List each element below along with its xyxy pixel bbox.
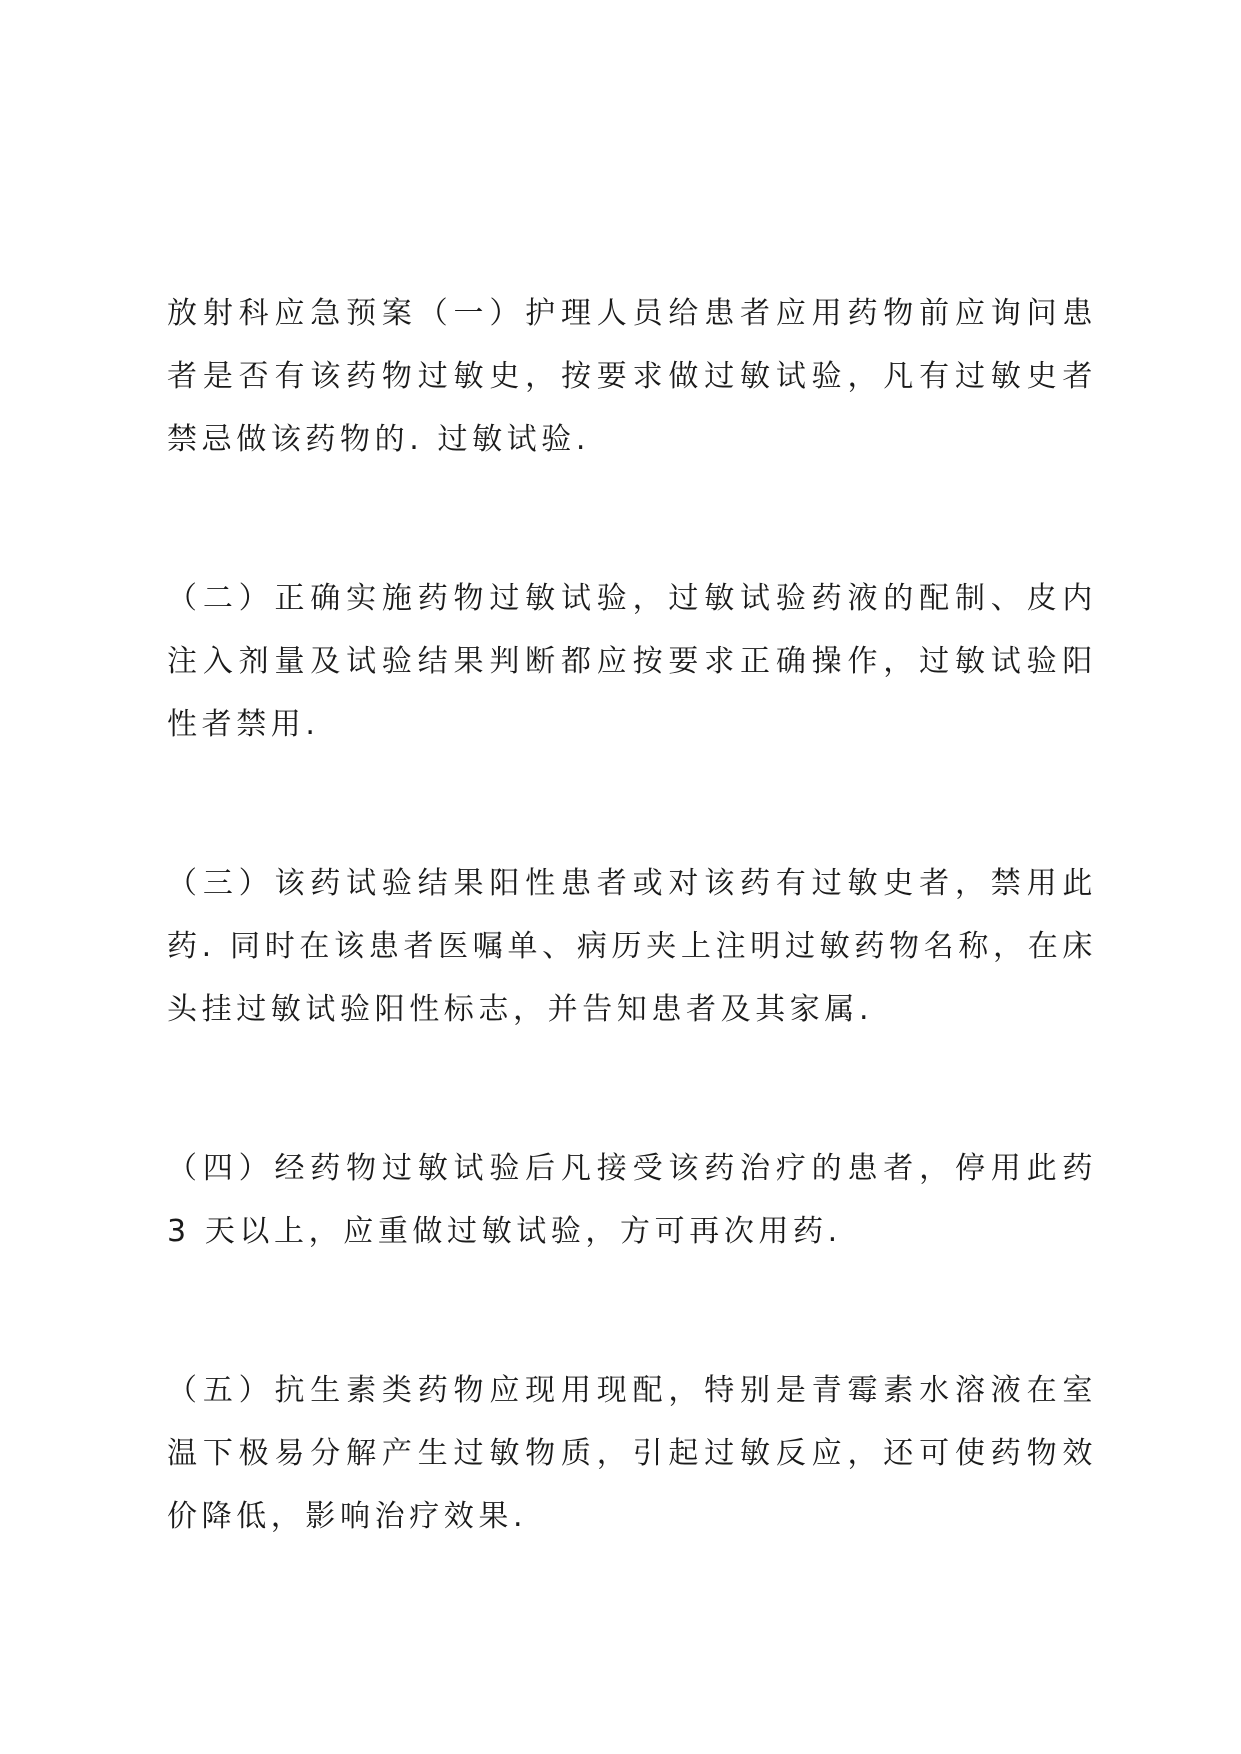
paragraph-5: （五）抗生素类药物应现用现配，特别是青霉素水溶液在室温下极易分解产生过敏物质，引起过敏反应，还可使药物效价降低，影响治疗效果.: [167, 1373, 1097, 1534]
paragraph-3: （三）该药试验结果阳性患者或对该药有过敏史者，禁用此药. 同时在该患者医嘱单、病历夹上注明过敏药物名称，在床头挂过敏试验阳性标志，并告知患者及其家属.: [167, 866, 1097, 1027]
paragraph-4: （四）经药物过敏试验后凡接受该药治疗的患者，停用此药 3 天以上，应重做过敏试验，方可再次用药.: [167, 1151, 1097, 1249]
paragraph-2: （二）正确实施药物过敏试验，过敏试验药液的配制、皮内注入剂量及试验结果判断都应按要求正确操作，过敏试验阳性者禁用.: [167, 581, 1097, 742]
paragraph-intro-1: 放射科应急预案（一）护理人员给患者应用药物前应询问患者是否有该药物过敏史，按要求做过敏试验，凡有过敏史者禁忌做该药物的. 过敏试验.: [167, 296, 1097, 457]
document-body: [167, 282, 1097, 1548]
